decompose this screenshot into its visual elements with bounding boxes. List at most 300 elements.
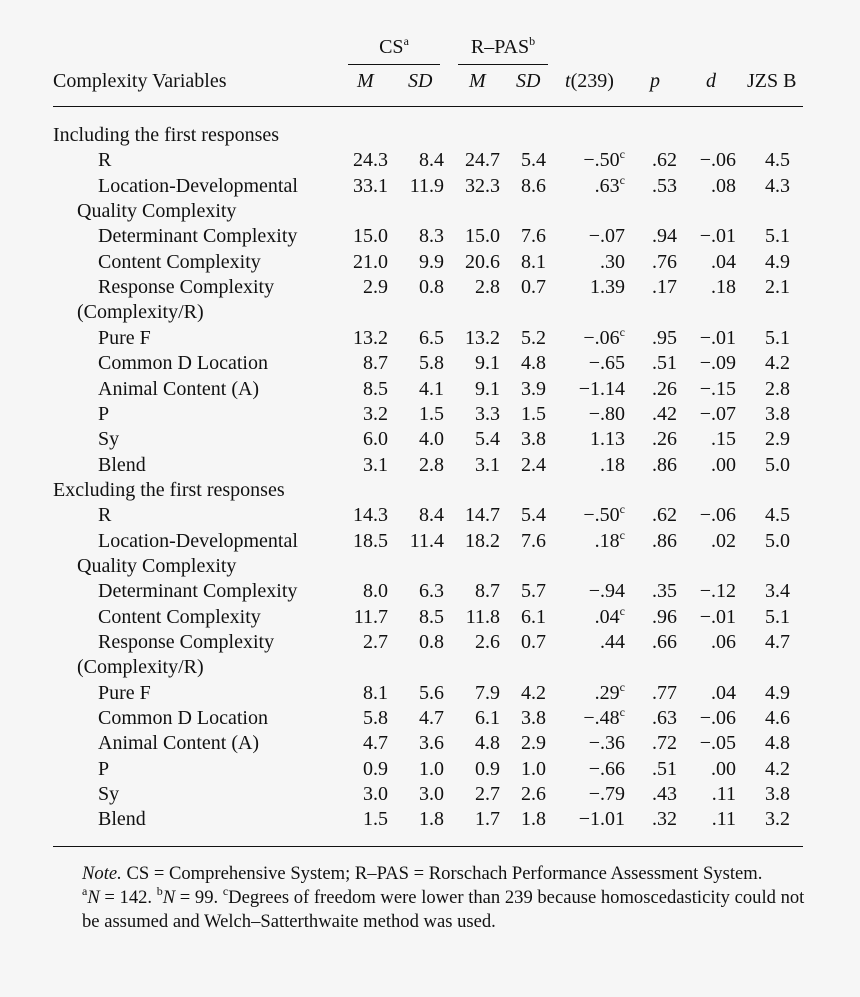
cell-value: 7.6 (521, 225, 546, 248)
cell-d (711, 175, 736, 198)
cell-value: 6.3 (419, 580, 444, 603)
cell-value: .62 (652, 149, 677, 172)
table-row (0, 324, 860, 352)
cell-value: −.80 (588, 402, 625, 425)
cell-value: 1.5 (521, 402, 546, 425)
cell-value: 0.7 (521, 631, 546, 653)
cell-rp-sd (521, 251, 546, 274)
cell-value: .72 (652, 732, 677, 755)
cell-value: 9.1 (475, 377, 500, 400)
cell-value: 2.4 (521, 453, 546, 476)
cell-cs-m (363, 732, 388, 755)
cell-rp-sd (521, 175, 546, 198)
cell-rp-sd (521, 352, 546, 375)
cell-d (711, 758, 736, 781)
cell-rp-m (475, 276, 500, 299)
cell-t (590, 428, 625, 451)
cell-value: .76 (652, 250, 677, 273)
cell-value: 4.8 (521, 352, 546, 375)
cell-value: 5.1 (765, 225, 790, 248)
rpas-group-label: R–PAS (470, 36, 530, 58)
cell-jzs (765, 428, 790, 451)
cell-value: 5.4 (521, 504, 546, 527)
cell-value: −.12 (699, 580, 736, 603)
footnote-c-sup: c (222, 884, 229, 898)
cell-t (594, 679, 625, 705)
cell-value: 8.7 (475, 580, 500, 603)
cell-value: 4.2 (765, 352, 790, 375)
cell-value: 1.5 (419, 402, 444, 425)
cell-value: 5.7 (521, 580, 546, 603)
cell-value: .00 (711, 757, 736, 780)
table-row (0, 403, 860, 428)
table-row (0, 504, 860, 529)
cell-cs-m (363, 403, 388, 426)
row-label: Excluding the first responses (53, 478, 285, 501)
cell-cs-sd (419, 758, 444, 781)
cell-value: 0.9 (475, 757, 500, 780)
cell-value: −.06 (699, 504, 736, 527)
cell-cs-sd (419, 352, 444, 375)
cell-cs-sd (410, 530, 444, 553)
cell-cs-sd (419, 631, 444, 654)
cell-t-sup: c (619, 147, 625, 162)
cell-value: 2.7 (363, 631, 388, 653)
cell-d (700, 606, 736, 629)
cell-value: −.94 (588, 580, 625, 603)
col-header-cs-m: M (357, 70, 374, 92)
cell-value: 11.4 (409, 529, 444, 552)
cell-cs-m (354, 606, 388, 629)
cell-value: .86 (652, 529, 677, 552)
cell-value: .44 (600, 631, 625, 653)
cell-p (652, 225, 677, 248)
cell-p (652, 783, 677, 806)
cell-value: 8.1 (521, 250, 546, 273)
cell-p (652, 504, 677, 527)
cell-p (652, 276, 677, 299)
cell-value: 18.2 (465, 529, 500, 552)
cell-value: 4.7 (419, 707, 444, 730)
cell-value: 4.2 (765, 757, 790, 780)
cell-value: .04 (711, 681, 736, 704)
cell-p (652, 251, 677, 274)
cell-d (711, 276, 736, 299)
cell-value: 4.6 (765, 707, 790, 730)
cell-value: 5.8 (419, 352, 444, 375)
note-text: CS = Comprehensive System; R–PAS = Rorschach Performance Assessment System. (126, 863, 763, 884)
cell-p (652, 428, 677, 451)
cell-value: 0.8 (419, 631, 444, 653)
section-row (0, 479, 860, 504)
cell-cs-sd (419, 504, 444, 527)
cell-t (594, 527, 625, 553)
cell-value: .43 (652, 783, 677, 806)
cell-value: 4.0 (419, 428, 444, 451)
cell-d (711, 530, 736, 553)
row-label: Determinant Complexity (98, 580, 298, 603)
cell-t (589, 580, 625, 603)
cell-t-sup: c (619, 679, 625, 694)
cell-value: 4.9 (765, 250, 790, 273)
cell-t (600, 251, 625, 274)
cell-d (700, 403, 736, 426)
row-label: Pure F (98, 326, 151, 349)
cell-value: −.07 (699, 402, 736, 425)
footnote-b-text: = 99. (175, 887, 223, 908)
cell-p (652, 606, 677, 629)
bottom-rule (53, 846, 803, 847)
cell-value: .29 (594, 681, 620, 704)
cell-cs-sd (419, 251, 444, 274)
cell-cs-m (363, 631, 388, 654)
row-label: Sy (98, 783, 120, 806)
cell-value: −.07 (588, 225, 625, 248)
cell-value: 32.3 (465, 174, 500, 197)
cell-p (652, 378, 677, 401)
cell-jzs (765, 580, 790, 603)
cell-value: 9.9 (419, 250, 444, 273)
cell-value: −1.01 (578, 808, 625, 831)
cell-value: .51 (652, 352, 677, 375)
cell-d (712, 808, 736, 831)
cell-value: 3.0 (363, 783, 388, 806)
cell-t-sup: c (619, 705, 625, 720)
cell-value: 0.9 (363, 757, 388, 780)
cell-value: 1.8 (419, 808, 444, 831)
cell-p (652, 175, 677, 198)
cell-t (589, 225, 625, 248)
cell-value: 11.7 (353, 605, 388, 628)
footnote-a-sup: a (82, 884, 88, 898)
cell-value: 3.2 (765, 808, 790, 831)
cell-value: .62 (652, 504, 677, 527)
cell-cs-sd (419, 327, 444, 350)
cell-cs-sd (419, 276, 444, 299)
cell-value: 1.0 (521, 757, 546, 780)
cell-value: 15.0 (465, 225, 500, 248)
cell-value: −.06 (699, 707, 736, 730)
cell-t (589, 403, 625, 426)
cell-rp-sd (521, 454, 546, 477)
cell-rp-sd (521, 403, 546, 426)
cell-value: 5.0 (765, 529, 790, 552)
cell-p (652, 327, 677, 350)
cell-value: −.50 (583, 149, 620, 172)
cell-t (600, 454, 625, 477)
cell-value: .96 (652, 605, 677, 628)
cell-d (711, 428, 736, 451)
cell-d (711, 454, 736, 477)
cell-value: 3.4 (765, 580, 790, 603)
cell-cs-m (363, 454, 388, 477)
cell-value: 2.7 (475, 783, 500, 806)
cell-d (700, 707, 736, 730)
cell-rp-sd (521, 808, 546, 831)
section-row (0, 124, 860, 149)
table-row (0, 454, 860, 479)
cell-jzs (765, 808, 790, 831)
cell-value: .94 (652, 225, 677, 248)
cell-value: 5.4 (475, 428, 500, 451)
cell-value: 4.7 (765, 631, 790, 653)
row-label: R (98, 149, 112, 172)
row-label: Common D Location (98, 707, 268, 730)
cell-value: 3.3 (475, 402, 500, 425)
cell-p (652, 808, 677, 831)
cell-t (600, 631, 625, 654)
cell-jzs (765, 606, 790, 629)
cell-rp-m (466, 606, 500, 629)
cell-value: 4.8 (475, 732, 500, 755)
cell-value: 20.6 (465, 250, 500, 273)
cell-t (583, 504, 625, 527)
subgroup-row (0, 301, 860, 326)
cell-cs-sd (419, 378, 444, 401)
cell-value: 2.9 (363, 276, 388, 299)
row-label: (Complexity/R) (77, 656, 204, 679)
table-row (0, 378, 860, 403)
cell-jzs (765, 251, 790, 274)
cell-cs-sd (419, 149, 444, 172)
row-label: Location-Developmental (98, 174, 298, 197)
table-row (0, 758, 860, 783)
cell-cs-m (363, 428, 388, 451)
cell-rp-sd (521, 707, 546, 730)
cell-cs-sd (419, 783, 444, 806)
cell-value: 2.8 (765, 377, 790, 400)
cell-value: 3.8 (521, 707, 546, 730)
cell-value: 2.8 (475, 276, 500, 299)
cell-jzs (765, 732, 790, 755)
cell-rp-m (475, 631, 500, 654)
rpas-group-sup: b (529, 34, 536, 48)
cell-rp-sd (521, 428, 546, 451)
table-row (0, 527, 860, 555)
cell-value: 5.2 (521, 326, 546, 349)
cell-rp-m (465, 251, 500, 274)
cell-value: 5.1 (765, 605, 790, 628)
row-label: P (98, 402, 110, 425)
cell-t-sup: c (619, 502, 625, 517)
cell-rp-sd (521, 504, 546, 527)
col-header-rpas-m: M (469, 70, 486, 92)
cell-value: 15.0 (353, 225, 388, 248)
cell-value: −.50 (583, 504, 620, 527)
cell-value: 4.5 (765, 504, 790, 527)
row-label: Common D Location (98, 352, 268, 375)
cell-jzs (765, 175, 790, 198)
cell-rp-m (475, 378, 500, 401)
cell-cs-sd (419, 606, 444, 629)
cell-rp-sd (521, 149, 546, 172)
table-row (0, 172, 860, 200)
col-header-t (565, 70, 614, 93)
col-header-p: p (650, 70, 660, 92)
note-label: Note. (82, 863, 122, 884)
cell-rp-m (465, 327, 500, 350)
cell-cs-m (363, 758, 388, 781)
row-label: Animal Content (A) (98, 377, 260, 400)
cell-value: 1.7 (475, 808, 500, 831)
cell-cs-m (363, 378, 388, 401)
cell-rp-sd (521, 327, 546, 350)
cell-t (594, 172, 625, 198)
col-header-variables: Complexity Variables (53, 70, 227, 92)
row-label: Response Complexity (98, 276, 275, 299)
footnote-b-sup: b (156, 884, 163, 898)
cell-value: .02 (711, 529, 736, 552)
cell-value: .53 (652, 174, 677, 197)
cell-value: .08 (711, 174, 736, 197)
subgroup-row (0, 656, 860, 681)
cell-value: 5.8 (363, 707, 388, 730)
cell-t (589, 732, 625, 755)
cell-rp-sd (521, 783, 546, 806)
cell-value: 13.2 (465, 326, 500, 349)
cs-group-sup: a (403, 34, 409, 48)
cell-value: 2.9 (521, 732, 546, 755)
col-header-t-df: (239) (570, 70, 614, 92)
cell-jzs (765, 530, 790, 553)
cell-value: −.06 (583, 326, 620, 349)
row-label: Blend (98, 808, 146, 831)
cell-t (589, 758, 625, 781)
row-label: Including the first responses (53, 124, 280, 146)
cell-value: 21.0 (353, 250, 388, 273)
cell-t-sup: c (619, 172, 625, 187)
cell-value: −.36 (588, 732, 625, 755)
cell-value: 6.0 (363, 428, 388, 451)
cell-p (652, 631, 677, 654)
cell-value: 24.7 (465, 149, 500, 172)
cell-value: 2.8 (419, 453, 444, 476)
cell-value: 11.8 (465, 605, 500, 628)
cell-value: 8.6 (521, 174, 546, 197)
cell-rp-m (475, 758, 500, 781)
cell-rp-m (465, 504, 500, 527)
cell-rp-sd (521, 530, 546, 553)
cell-p (652, 707, 677, 730)
cell-value: 13.2 (353, 326, 388, 349)
cell-value: 3.6 (419, 732, 444, 755)
cell-value: .17 (652, 276, 677, 299)
row-label: Animal Content (A) (98, 732, 260, 755)
cell-cs-m (363, 682, 388, 705)
cell-value: 5.6 (419, 681, 444, 704)
cs-group-header (348, 36, 440, 59)
cell-jzs (765, 378, 790, 401)
cell-value: .18 (600, 453, 625, 476)
cell-value: .00 (711, 453, 736, 476)
cell-cs-sd (419, 732, 444, 755)
cell-t (590, 276, 625, 299)
cell-value: 1.39 (590, 276, 625, 299)
cell-rp-m (475, 428, 500, 451)
rpas-group-rule (458, 64, 548, 65)
cell-jzs (765, 225, 790, 248)
cell-value: 6.5 (419, 326, 444, 349)
cell-d (700, 352, 736, 375)
cell-d (700, 327, 736, 350)
cell-d (712, 783, 736, 806)
cell-rp-sd (521, 378, 546, 401)
cell-cs-sd (419, 707, 444, 730)
table-row (0, 707, 860, 732)
table-row (0, 352, 860, 377)
cell-value: 4.1 (419, 377, 444, 400)
cell-d (711, 251, 736, 274)
cell-value: 2.1 (765, 276, 790, 299)
cell-d (700, 580, 736, 603)
cell-p (652, 682, 677, 705)
row-label: Blend (98, 453, 146, 476)
cell-p (652, 352, 677, 375)
cell-rp-sd (521, 225, 546, 248)
table-row (0, 679, 860, 707)
footnote-b-var: N (162, 887, 176, 908)
cell-value: 4.5 (765, 149, 790, 172)
col-header-d: d (706, 70, 716, 92)
cell-jzs (765, 707, 790, 730)
cell-cs-m (353, 327, 388, 350)
footnote-a-text: = 142. (99, 887, 157, 908)
cell-cs-sd (419, 580, 444, 603)
cell-value: 9.1 (475, 352, 500, 375)
cell-cs-sd (410, 175, 444, 198)
cell-t (589, 783, 625, 806)
col-header-jzs: JZS B (747, 70, 797, 92)
cell-rp-m (475, 352, 500, 375)
cell-cs-sd (419, 682, 444, 705)
cell-value: 8.0 (363, 580, 388, 603)
footnote-c-text: Degrees of freedom were lower than 239 because homoscedasticity could not be assumed and Welch–Satterthwaite method was used. (82, 887, 805, 932)
row-label: Quality Complexity (77, 200, 237, 223)
cell-p (652, 454, 677, 477)
cell-value: .77 (652, 681, 677, 704)
cell-value: .15 (711, 428, 736, 451)
cell-value: 1.13 (590, 428, 625, 451)
cell-d (700, 149, 736, 172)
cell-rp-m (465, 149, 500, 172)
table-row (0, 783, 860, 808)
cell-value: −.79 (588, 783, 625, 806)
cell-value: 3.9 (521, 377, 546, 400)
cell-cs-sd (419, 454, 444, 477)
cell-value: −.15 (699, 377, 736, 400)
cell-d (711, 631, 736, 654)
cell-value: 14.3 (353, 504, 388, 527)
cell-value: 6.1 (521, 605, 546, 628)
table-row (0, 580, 860, 605)
cell-jzs (765, 631, 790, 654)
cell-jzs (765, 758, 790, 781)
cell-cs-m (363, 352, 388, 375)
footnotes (53, 886, 805, 934)
cell-cs-sd (419, 403, 444, 426)
row-label: Quality Complexity (77, 554, 237, 577)
cell-cs-m (363, 707, 388, 730)
table-row (0, 276, 860, 301)
subgroup-row (0, 555, 860, 580)
table-row (0, 732, 860, 757)
cell-value: 3.8 (521, 428, 546, 451)
cell-value: 3.2 (363, 402, 388, 425)
cell-value: 4.7 (363, 732, 388, 755)
cell-cs-sd (419, 225, 444, 248)
cell-value: 8.5 (419, 605, 444, 628)
cell-t-sup: c (619, 603, 625, 618)
